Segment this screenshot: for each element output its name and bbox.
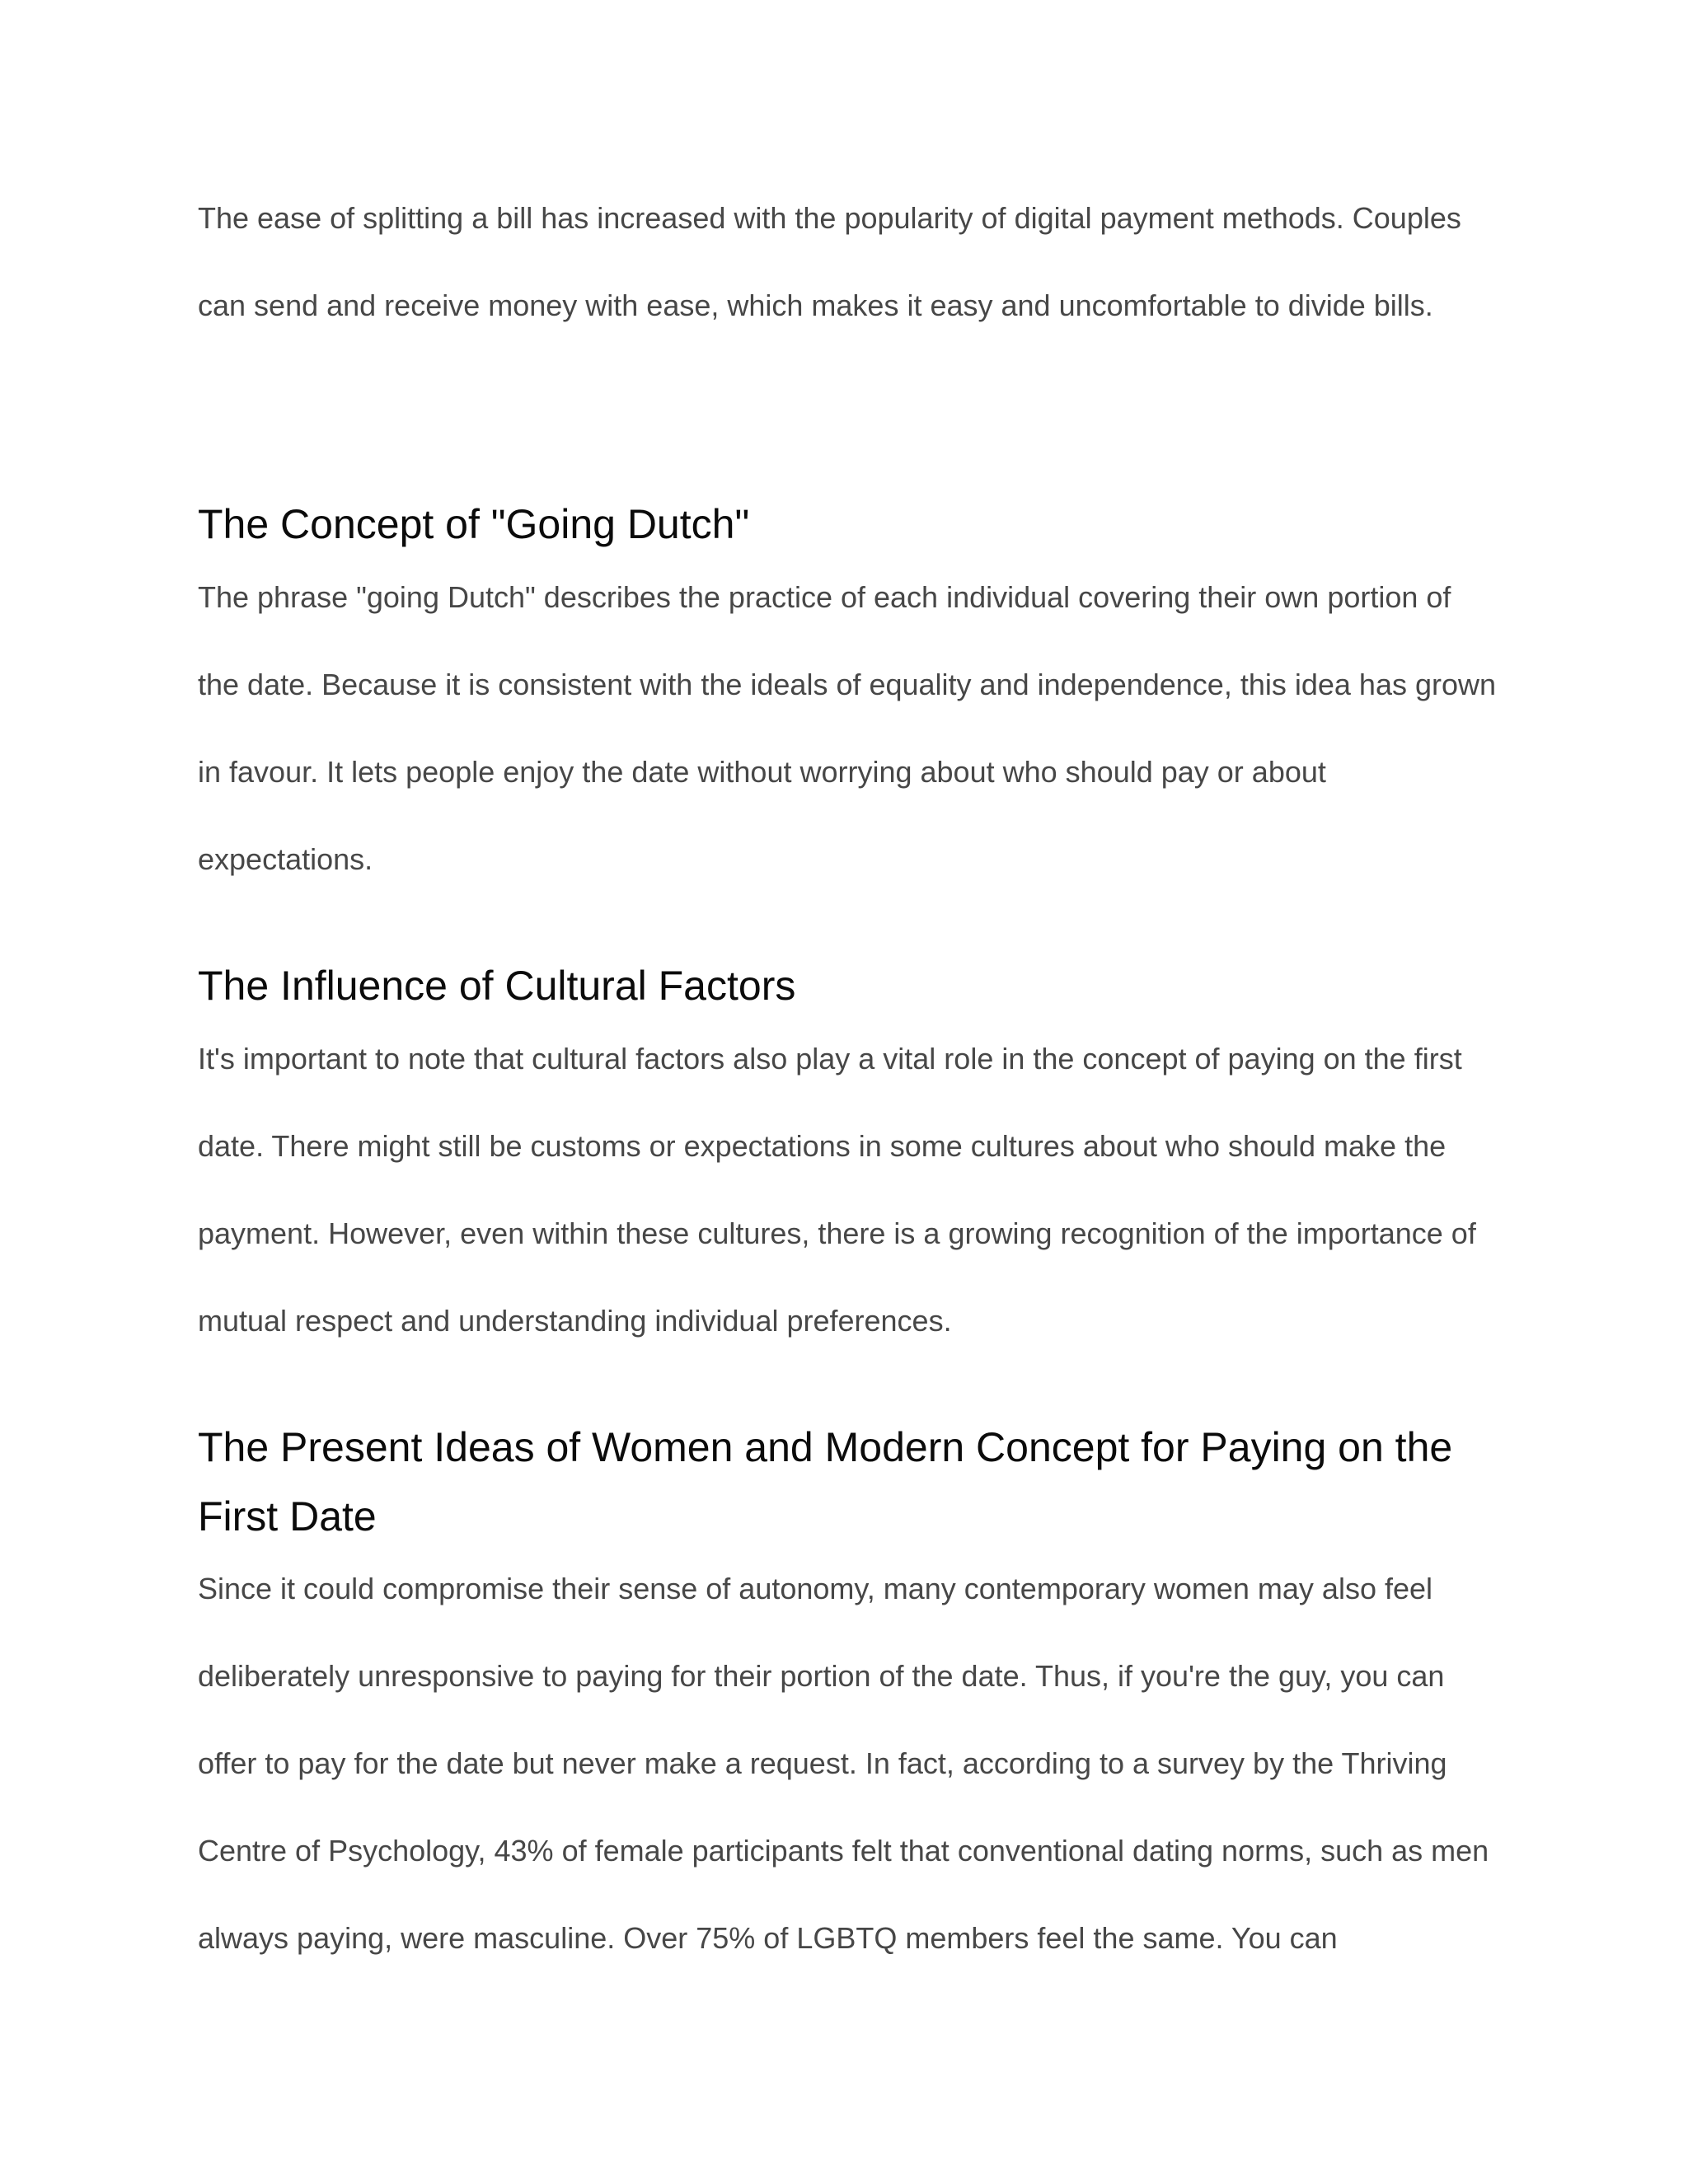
section-heading-going-dutch: The Concept of "Going Dutch" — [198, 501, 750, 547]
section-paragraph-present-ideas: Since it could compromise their sense of autonomy, many contemporary women may also feel deliberately unresponsive to paying for their portion of the date. Thus, if you're the guy, you can offer to pay for the date but never make a request. In fact, according to a survey by the Thriving Centre of Psychology, 43% of female participants felt that conventional dating norms, such as men always paying, were masculine. Over 75% of LGBTQ members feel the same. You can — [198, 1572, 1489, 1955]
section-heading-cultural-factors: The Influence of Cultural Factors — [198, 963, 796, 1009]
section-paragraph-cultural-factors: It's important to note that cultural factors also play a vital role in the concept of paying on the first date. There might still be customs or expectations in some cultures about who should make the payment. However, even within these cultures, there is a growing recognition of the importance of mutual respect and understanding individual preferences. — [198, 1042, 1476, 1338]
section-paragraph-going-dutch: The phrase "going Dutch" describes the practice of each individual covering their own portion of the date. Because it is consistent with the ideals of equality and independence, this idea has grown in favour. It lets people enjoy the date without worrying about who should pay or about expectations. — [198, 580, 1497, 876]
section-heading-present-ideas: The Present Ideas of Women and Modern Concept for Paying on the First Date — [198, 1424, 1453, 1540]
intro-paragraph: The ease of splitting a bill has increased with the popularity of digital payment methods. Couples can send and receive money with ease, which makes it easy and uncomfortable to divide bills. — [198, 201, 1461, 322]
